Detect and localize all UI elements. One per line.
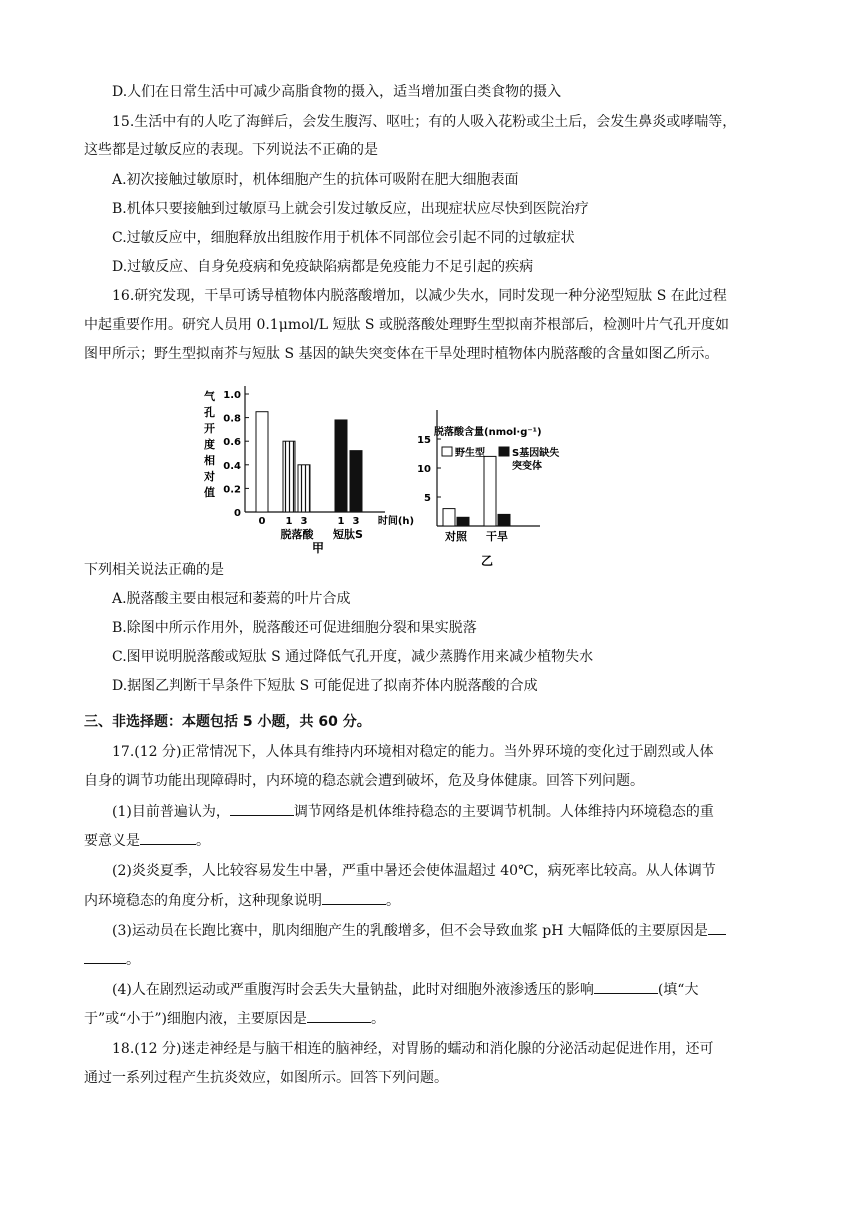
legend-swatch xyxy=(499,447,509,456)
bar xyxy=(484,456,496,526)
y-axis-label-char: 开 xyxy=(204,422,215,435)
y-tick-label: 0 xyxy=(234,508,241,519)
q17-part1-text-a: (1)目前普遍认为， xyxy=(112,804,230,820)
y-axis-label-char: 值 xyxy=(204,486,215,499)
y-tick-label: 10 xyxy=(417,464,431,475)
q14-option-d: D.人们在日常生活中可减少高脂食物的摄入，适当增加蛋白类食物的摄入 xyxy=(112,84,562,100)
q17-part2-text-a: 内环境稳态的角度分析，这种现象说明 xyxy=(84,893,322,909)
q15-option-c: C.过敏反应中，细胞释放出组胺作用于机体不同部位会引起不同的过敏症状 xyxy=(112,230,575,246)
q17-part4-text-b: (填“大 xyxy=(657,982,699,998)
answer-blank[interactable] xyxy=(322,890,386,905)
chart-caption: 乙 xyxy=(480,554,494,568)
q16-option-c: C.图甲说明脱落酸或短肽 S 通过降低气孔开度，减少蒸腾作用来减少植物失水 xyxy=(112,649,594,665)
q15-option-b: B.机体只要接触到过敏原马上就会引发过敏反应，出现症状应尽快到医院治疗 xyxy=(112,201,589,217)
x-axis-label: 时间(h) xyxy=(377,516,415,527)
q17-part2-line2 xyxy=(84,890,400,911)
bar xyxy=(498,514,510,526)
section-3-heading: 三、非选择题：本题包括 5 小题，共 60 分。 xyxy=(84,714,371,730)
x-tick-label: 0 xyxy=(258,516,266,527)
y-tick-label: 0.8 xyxy=(223,413,241,425)
q17-part4-line2 xyxy=(84,1008,385,1029)
q15-stem-line2: 这些都是过敏反应的表现。下列说法不正确的是 xyxy=(84,142,378,158)
bar xyxy=(350,451,362,512)
chart-yi xyxy=(417,410,559,568)
y-axis-label-char: 气 xyxy=(204,390,215,403)
y-tick-label: 0.2 xyxy=(223,484,241,496)
y-tick-label: 0.6 xyxy=(223,437,241,449)
legend-swatch xyxy=(442,447,452,456)
q17-part4-text-c: 于”或“小于”)细胞内液，主要原因是 xyxy=(84,1011,307,1027)
legend-label: S基因缺失 xyxy=(512,448,560,459)
q17-part2-text-b: 。 xyxy=(386,893,400,909)
q17-part1-text-b: 调节网络是机体维持稳态的主要调节机制。人体维持内环境稳态的重 xyxy=(293,804,714,820)
bar xyxy=(457,517,469,526)
q17-part2-line1: (2)炎炎夏季，人比较容易发生中暑，严重中暑还会使体温超过 40℃，病死率比较高。从人体调节 xyxy=(112,863,716,879)
figure-charts xyxy=(0,385,860,575)
y-axis-label-char: 度 xyxy=(204,438,215,451)
q16-stem-line1: 16.研究发现，干旱可诱导植物体内脱落酸增加，以减少失水，同时发现一种分泌型短肽 S 在此过程 xyxy=(112,288,727,304)
q16-stem-line4: 下列相关说法正确的是 xyxy=(84,562,224,578)
q17-part4-line1 xyxy=(112,979,698,1000)
y-axis-label-char: 孔 xyxy=(204,406,215,419)
x-tick-label: 对照 xyxy=(445,530,467,543)
answer-blank[interactable] xyxy=(594,979,658,994)
q17-part1-text-d: 。 xyxy=(196,833,210,849)
y-axis-label-char: 相 xyxy=(204,454,215,467)
x-tick-label: 3 xyxy=(352,516,360,527)
q17-part3-text-b: 。 xyxy=(126,952,140,968)
q17-part4-text-d: 。 xyxy=(370,1011,385,1027)
answer-blank[interactable] xyxy=(307,1008,371,1023)
bar xyxy=(256,412,268,512)
x-tick-label: 干旱 xyxy=(486,530,508,543)
group-label: 短肽S xyxy=(333,528,363,541)
chart-jia xyxy=(203,386,414,555)
answer-blank[interactable] xyxy=(140,830,196,845)
q18-stem-line1: 18.(12 分)迷走神经是与脑干相连的脑神经，对胃肠的蠕动和消化腺的分泌活动起促进作用，还可 xyxy=(112,1041,714,1057)
bar xyxy=(443,509,455,526)
q16-option-b: B.除图中所示作用外，脱落酸还可促进细胞分裂和果实脱落 xyxy=(112,620,477,636)
x-tick-label: 1 xyxy=(285,516,293,527)
y-tick-label: 5 xyxy=(424,493,431,504)
q17-part3-line1 xyxy=(112,920,726,941)
x-tick-label: 1 xyxy=(337,516,345,527)
bar xyxy=(335,420,347,512)
answer-blank[interactable] xyxy=(230,801,294,816)
q17-part3-line2 xyxy=(84,949,140,970)
q15-option-d: D.过敏反应、自身免疫病和免疫缺陷病都是免疫能力不足引起的疾病 xyxy=(112,259,534,275)
q17-stem-line1: 17.(12 分)正常情况下，人体具有维持内环境相对稳定的能力。当外界环境的变化过于剧烈或人体 xyxy=(112,744,714,760)
q17-part1-text-c: 要意义是 xyxy=(84,833,140,849)
legend-label: 突变体 xyxy=(512,461,542,472)
q16-option-a: A.脱落酸主要由根冠和萎蔫的叶片合成 xyxy=(112,591,351,607)
answer-blank[interactable] xyxy=(84,949,126,964)
q16-option-d: D.据图乙判断干旱条件下短肽 S 可能促进了拟南芥体内脱落酸的合成 xyxy=(112,678,538,694)
q17-part1-line1 xyxy=(112,801,714,822)
group-label: 脱落酸 xyxy=(280,528,314,541)
bar xyxy=(298,465,310,512)
q16-stem-line2: 中起重要作用。研究人员用 0.1μmol/L 短肽 S 或脱落酸处理野生型拟南芥根部后，检测叶片气孔开度如 xyxy=(84,317,729,333)
y-axis-label: 脱落酸含量(nmol·g⁻¹) xyxy=(434,427,542,438)
q17-part3-text-a: (3)运动员在长跑比赛中，肌肉细胞产生的乳酸增多，但不会导致血浆 pH 大幅降低的主要原因是 xyxy=(112,923,708,939)
y-tick-label: 0.4 xyxy=(223,460,241,472)
q17-stem-line2: 自身的调节功能出现障碍时，内环境的稳态就会遭到破坏，危及身体健康。回答下列问题。 xyxy=(84,773,644,789)
q17-part4-text-a: (4)人在剧烈运动或严重腹泻时会丢失大量钠盐，此时对细胞外液渗透压的影响 xyxy=(112,982,594,998)
y-tick-label: 1.0 xyxy=(223,390,241,401)
y-axis-label-char: 对 xyxy=(204,470,215,483)
q17-part1-line2 xyxy=(84,830,210,851)
q18-stem-line2: 通过一系列过程产生抗炎效应，如图所示。回答下列问题。 xyxy=(84,1070,448,1086)
bar xyxy=(283,441,295,512)
q16-stem-line3: 图甲所示；野生型拟南芥与短肽 S 基因的缺失突变体在干旱处理时植物体内脱落酸的含量如图乙所示。 xyxy=(84,346,719,362)
chart-caption: 甲 xyxy=(311,541,325,555)
legend-label: 野生型 xyxy=(455,448,485,459)
x-tick-label: 3 xyxy=(300,516,308,527)
y-tick-label: 15 xyxy=(417,435,431,446)
answer-blank[interactable] xyxy=(708,920,726,935)
q15-stem-line1: 15.生活中有的人吃了海鲜后，会发生腹泻、呕吐；有的人吸入花粉或尘土后，会发生鼻炎或哮喘等， xyxy=(112,114,737,130)
q15-option-a: A.初次接触过敏原时，机体细胞产生的抗体可吸附在肥大细胞表面 xyxy=(112,172,519,188)
